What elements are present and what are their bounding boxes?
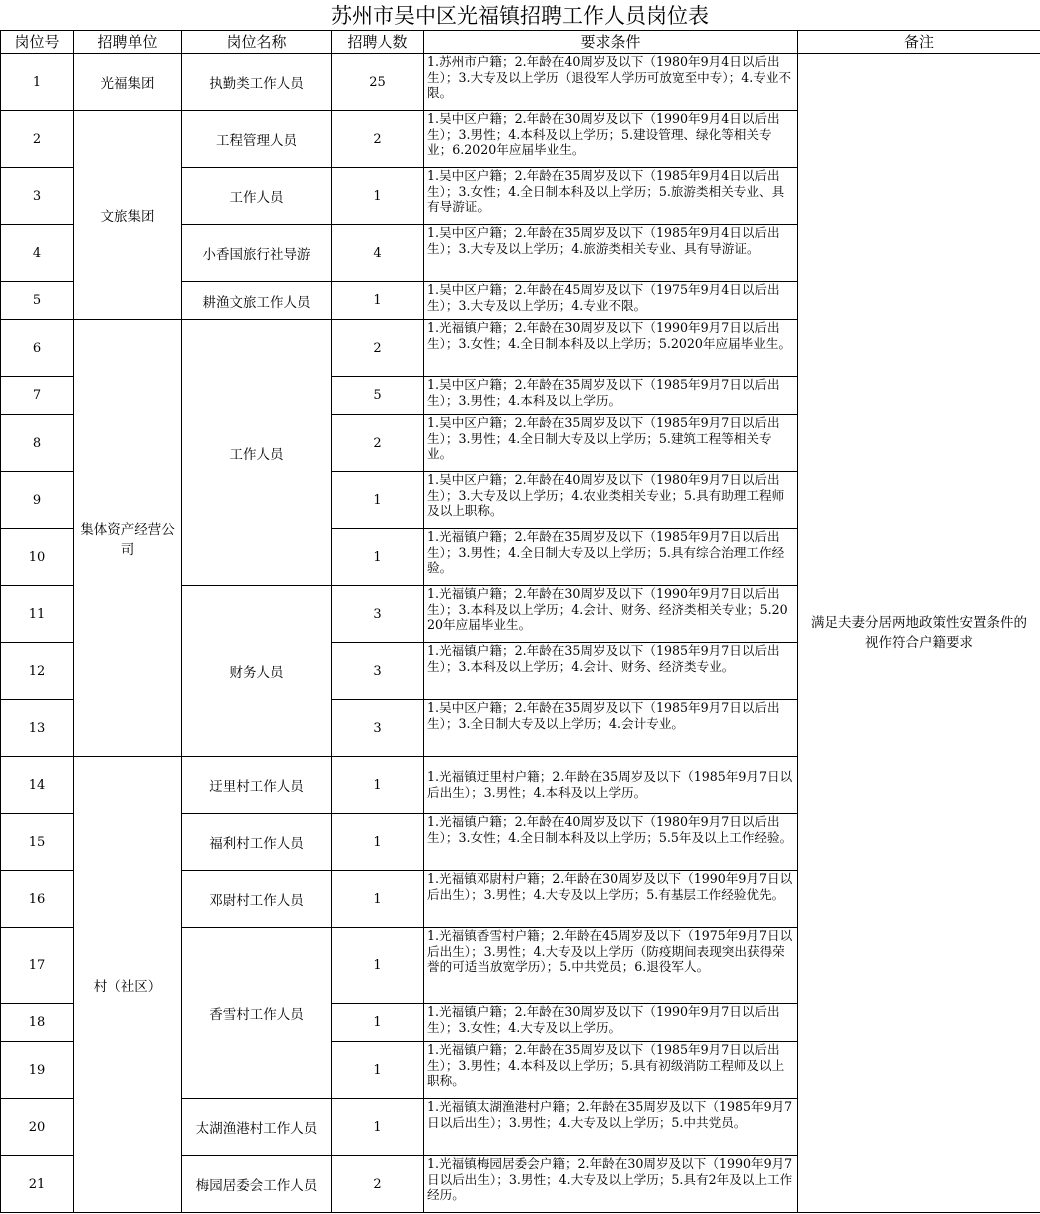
post-count: 1 <box>332 757 424 814</box>
post-requirements: 1.光福镇户籍；2.年龄在35周岁及以下（1985年9月7日以后出生）；3.本科及以上学历；4.会计、财务、经济类专业。 <box>424 643 798 700</box>
post-count: 3 <box>332 700 424 757</box>
header-remark: 备注 <box>798 31 1040 54</box>
post-count: 4 <box>332 225 424 282</box>
post-requirements: 1.光福镇户籍；2.年龄在40周岁及以下（1980年9月7日以后出生）；3.女性；4.全日制本科及以上学历；5.5年及以上工作经验。 <box>424 814 798 871</box>
post-count: 3 <box>332 643 424 700</box>
post-count: 1 <box>332 282 424 320</box>
post-name: 香雪村工作人员 <box>182 928 332 1099</box>
recruitment-table <box>0 30 1040 1213</box>
post-count: 2 <box>332 1156 424 1213</box>
unit-cell: 光福集团 <box>74 54 182 111</box>
unit-cell: 集体资产经营公司 <box>74 320 182 757</box>
post-count: 2 <box>332 320 424 377</box>
header-post-name: 岗位名称 <box>182 31 332 54</box>
post-requirements: 1.光福镇梅园居委会户籍；2.年龄在30周岁及以下（1990年9月7日以后出生）；3.男性；4.大专及以上学历；5.具有2年及以上工作经历。 <box>424 1156 798 1213</box>
post-id: 12 <box>1 643 74 700</box>
post-name: 小香国旅行社导游 <box>182 225 332 282</box>
post-requirements: 1.光福镇户籍；2.年龄在30周岁及以下（1990年9月7日以后出生）；3.女性；4.大专及以上学历。 <box>424 1004 798 1042</box>
post-requirements: 1.光福镇香雪村户籍；2.年龄在45周岁及以下（1975年9月7日以后出生）；3.男性；4.大专及以上学历（防疫期间表现突出获得荣誉的可适当放宽学历）；5.中共党员；6.退役军人。 <box>424 928 798 1004</box>
post-id: 1 <box>1 54 74 111</box>
post-id: 4 <box>1 225 74 282</box>
post-id: 19 <box>1 1042 74 1099</box>
post-count: 1 <box>332 871 424 928</box>
post-requirements: 1.吴中区户籍；2.年龄在35周岁及以下（1985年9月4日以后出生）；3.大专及以上学历；4.旅游类相关专业、具有导游证。 <box>424 225 798 282</box>
post-count: 1 <box>332 1004 424 1042</box>
post-requirements: 1.吴中区户籍；2.年龄在40周岁及以下（1980年9月7日以后出生）；3.大专及以上学历；4.农业类相关专业；5.具有助理工程师及以上职称。 <box>424 472 798 529</box>
post-name: 太湖渔港村工作人员 <box>182 1099 332 1156</box>
post-requirements: 1.苏州市户籍；2.年龄在40周岁及以下（1980年9月4日以后出生）；3.大专及以上学历（退役军人学历可放宽至中专）；4.专业不限。 <box>424 54 798 111</box>
post-count: 25 <box>332 54 424 111</box>
post-requirements: 1.光福镇户籍；2.年龄在35周岁及以下（1985年9月7日以后出生）；3.男性；4.本科及以上学历；5.具有初级消防工程师及以上职称。 <box>424 1042 798 1099</box>
post-requirements: 1.光福镇户籍；2.年龄在30周岁及以下（1990年9月7日以后出生）；3.本科及以上学历；4.会计、财务、经济类相关专业；5.2020年应届毕业生。 <box>424 586 798 643</box>
post-requirements: 1.吴中区户籍；2.年龄在35周岁及以下（1985年9月4日以后出生）；3.女性；4.全日制本科及以上学历；5.旅游类相关专业、具有导游证。 <box>424 168 798 225</box>
post-id: 3 <box>1 168 74 225</box>
post-requirements: 1.光福镇户籍；2.年龄在35周岁及以下（1985年9月7日以后出生）；3.男性；4.全日制大专及以上学历；5.具有综合治理工作经验。 <box>424 529 798 586</box>
post-count: 1 <box>332 928 424 1004</box>
post-id: 8 <box>1 415 74 472</box>
post-count: 1 <box>332 1099 424 1156</box>
post-id: 7 <box>1 377 74 415</box>
post-requirements: 1.吴中区户籍；2.年龄在35周岁及以下（1985年9月7日以后出生）；3.男性；4.本科及以上学历。 <box>424 377 798 415</box>
post-name: 工作人员 <box>182 168 332 225</box>
post-id: 14 <box>1 757 74 814</box>
post-id: 9 <box>1 472 74 529</box>
post-name: 梅园居委会工作人员 <box>182 1156 332 1213</box>
post-id: 18 <box>1 1004 74 1042</box>
post-requirements: 1.光福镇邓尉村户籍；2.年龄在30周岁及以下（1990年9月7日以后出生）；3.男性；4.大专及以上学历；5.有基层工作经验优先。 <box>424 871 798 928</box>
post-count: 5 <box>332 377 424 415</box>
header-row <box>1 31 1040 54</box>
post-id: 20 <box>1 1099 74 1156</box>
unit-cell: 村（社区） <box>74 757 182 1213</box>
post-count: 3 <box>332 586 424 643</box>
post-count: 1 <box>332 168 424 225</box>
post-requirements: 1.光福镇户籍；2.年龄在30周岁及以下（1990年9月7日以后出生）；3.女性；4.全日制本科及以上学历；5.2020年应届毕业生。 <box>424 320 798 377</box>
post-name: 工程管理人员 <box>182 111 332 168</box>
post-name: 耕渔文旅工作人员 <box>182 282 332 320</box>
post-name: 邓尉村工作人员 <box>182 871 332 928</box>
post-id: 2 <box>1 111 74 168</box>
post-name: 财务人员 <box>182 586 332 757</box>
post-requirements: 1.吴中区户籍；2.年龄在30周岁及以下（1990年9月4日以后出生）；3.男性；4.本科及以上学历；5.建设管理、绿化等相关专业；6.2020年应届毕业生。 <box>424 111 798 168</box>
post-requirements: 1.吴中区户籍；2.年龄在35周岁及以下（1985年9月7日以后出生）；3.男性；4.全日制大专及以上学历；5.建筑工程等相关专业。 <box>424 415 798 472</box>
post-id: 10 <box>1 529 74 586</box>
post-id: 16 <box>1 871 74 928</box>
post-requirements: 1.光福镇太湖渔港村户籍；2.年龄在35周岁及以下（1985年9月7日以后出生）；3.男性；4.大专及以上学历；5.中共党员。 <box>424 1099 798 1156</box>
header-post-id: 岗位号 <box>1 31 74 54</box>
table-title: 苏州市吴中区光福镇招聘工作人员岗位表 <box>331 4 709 28</box>
header-unit: 招聘单位 <box>74 31 182 54</box>
post-count: 2 <box>332 415 424 472</box>
post-id: 15 <box>1 814 74 871</box>
header-requirements: 要求条件 <box>424 31 798 54</box>
post-name: 福利村工作人员 <box>182 814 332 871</box>
post-id: 11 <box>1 586 74 643</box>
remark-cell: 满足夫妻分居两地政策性安置条件的视作符合户籍要求 <box>798 54 1040 1213</box>
table-row <box>1 54 1040 111</box>
post-id: 5 <box>1 282 74 320</box>
post-requirements: 1.吴中区户籍；2.年龄在35周岁及以下（1985年9月7日以后出生）；3.全日制大专及以上学历；4.会计专业。 <box>424 700 798 757</box>
post-id: 21 <box>1 1156 74 1213</box>
post-id: 17 <box>1 928 74 1004</box>
post-name: 工作人员 <box>182 320 332 586</box>
post-name: 执勤类工作人员 <box>182 54 332 111</box>
post-count: 1 <box>332 814 424 871</box>
post-name: 迂里村工作人员 <box>182 757 332 814</box>
post-count: 1 <box>332 1042 424 1099</box>
post-id: 6 <box>1 320 74 377</box>
post-count: 2 <box>332 111 424 168</box>
header-count: 招聘人数 <box>332 31 424 54</box>
unit-cell: 文旅集团 <box>74 111 182 320</box>
post-id: 13 <box>1 700 74 757</box>
post-count: 1 <box>332 472 424 529</box>
post-requirements: 1.光福镇迂里村户籍；2.年龄在35周岁及以下（1985年9月7日以后出生）；3.男性；4.本科及以上学历。 <box>424 757 798 814</box>
post-count: 1 <box>332 529 424 586</box>
post-requirements: 1.吴中区户籍；2.年龄在45周岁及以下（1975年9月4日以后出生）；3.大专及以上学历；4.专业不限。 <box>424 282 798 320</box>
